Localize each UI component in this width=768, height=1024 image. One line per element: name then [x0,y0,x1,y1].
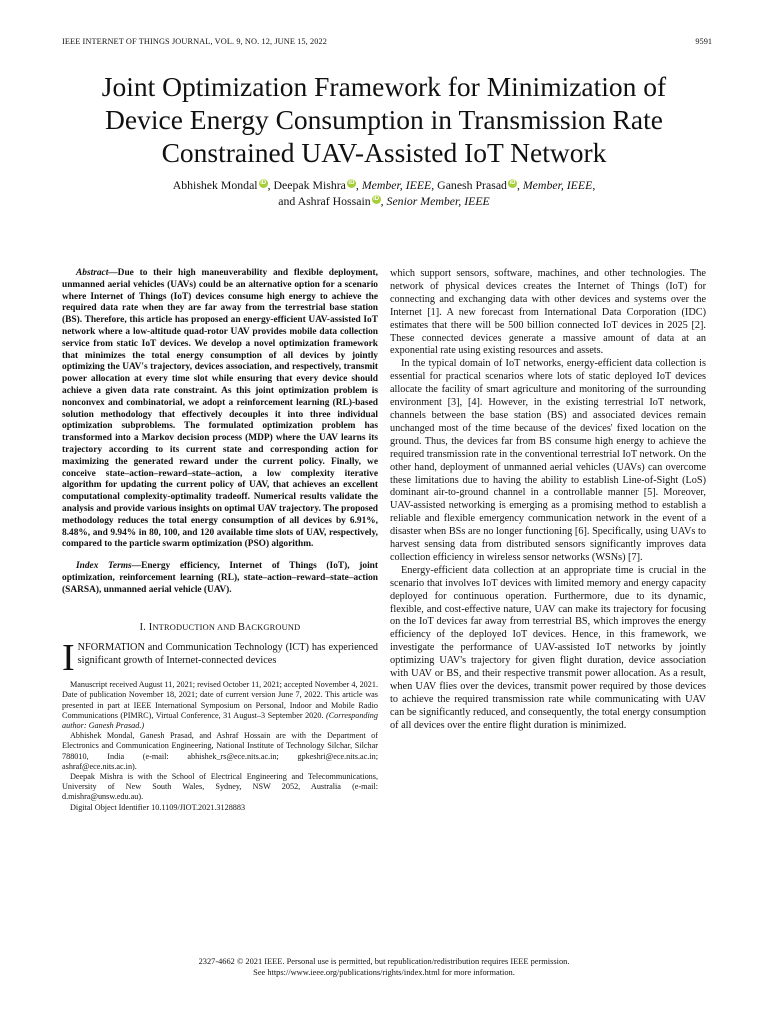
abstract-label: Abstract [76,268,109,278]
copyright-notice [62,956,706,978]
author-name: and Ashraf Hossain [278,194,371,208]
page-number: 9591 [695,37,712,46]
footnote [62,680,378,813]
title-line-2: Device Energy Consumption in Transmission Rate [105,104,663,135]
index-terms-text: —Energy efficiency, Internet of Things (IoT), joint optimization, reinforcement learning (RL), state–action–reward–state–action (SARSA), unmanned aerial vehicle (UAV). [62,561,379,595]
page-header [62,37,712,49]
abstract-text: —Due to their high maneuverability and flexible deployment, unmanned aerial vehicles (UAVs) could be an alternative option for a scenario where Internet of Things (IoT) devices consume high energy to achieve the required data rate when they are far away from the terrestrial base station (BS). Therefore, this article has proposed an energy-efficient UAV-assisted IoT network where a low-altitude quad-rotor UAV provides mobile data collection service from static IoT devices. We develop a novel optimization framework that minimizes the total energy consumption of all devices by jointly optimizing the UAV's trajectory, devices association, and respectively, transmit power allocation at every time slot while ensuring that every device should achieve a given data rate constraint. As this joint optimization problem is nonconvex and combinatorial, we adopt a reinforcement learning (RL)-based solution methodology that effectively decouples it into three individual optimization subproblems. The formulated optimization problem has transformed into a Markov decision process (MDP) where the UAV learns its trajectory according to its current state and corresponding action for maximizing the generated reward under the current policy. Finally, we conceive state–action–reward–state–action, a low complexity iterative algorithm for updating the current policy of UAV, that achieves an excellent computational complexity-optimality tradeoff. Numerical results validate the analysis and provide various insights on optimal UAV trajectory. The proposed methodology reduces the total energy consumption of all devices by 6.91%, 8.48%, and 9.94% in 80, 100, and 120 available time slots of UAV, respectively, compared to the particle swarm optimization (PSO) algorithm. [62,268,378,550]
title-line-3: Constrained UAV-Assisted IoT Network [161,137,607,168]
author-name: Ganesh Prasad [437,178,507,192]
intro-text: NFORMATION and Communication Technology (ICT) has experienced significant growth of Internet-connected devices [77,642,378,667]
index-terms [62,561,378,596]
orcid-icon[interactable]: iD [260,180,267,187]
author-affiliation: Member, IEEE [522,178,593,192]
running-head: IEEE INTERNET OF THINGS JOURNAL, VOL. 9, NO. 12, JUNE 15, 2022 [62,37,328,46]
title-block [40,70,728,209]
copyright-line: See https://www.ieee.org/publications/rights/index.html for more information. [253,968,515,977]
section-heading: I. INTRODUCTION AND BACKGROUND [139,621,301,633]
body-paragraph: Energy-efficient data collection at an appropriate time is crucial in the scenario that involves IoT devices with limited memory and energy capacity deployed for continuous operation. Furthermore, due to its dynamic, flexible, and cost-effective nature, UAV can make its trajectory for focusing on the IoT devices far away from terrestrial BS, which improves the energy efficiency of the deployed IoT devices. Hence, in this framework, we investigate the performance of UAV-assisted IoT networks by jointly optimizing UAV's trajectory for given flight duration, device association with UAV or BS, and their respective transmit power allocation. As a result, when UAV flies over the devices, transmit power required by those devices to achieve the required transmission rate while communicating with UAV can be significantly reduced, and consequently, the total energy consumption of all devices over the entire flight duration is minimized. [390,564,706,731]
copyright-line: 2327-4662 © 2021 IEEE. Personal use is permitted, but republication/redistribution requires IEEE permission. [198,957,570,966]
body-paragraph: which support sensors, software, machines, and other technologies. The network of physical devices creates the Internet of Things (IoT) for connecting and exchanging data with other devices and systems over the Internet [1]. A new forecast from International Data Corporation (IDC) estimates that there will be 500 billion connected IoT devices in 2025 [2]. These connected devices generate a massive amount of data at an exponential rate using existing resources and assets. [390,268,706,357]
footnote-doi: Digital Object Identifier 10.1109/JIOT.2021.3128883 [70,802,246,812]
author-affiliation: Senior Member, IEEE [386,194,490,208]
orcid-icon[interactable]: iD [373,196,380,203]
title-line-1: Joint Optimization Framework for Minimization of [101,71,667,102]
abstract [62,268,378,551]
author-name: Abhishek Mondal [172,178,258,192]
author-name: Deepak Mishra [273,178,346,192]
intro-paragraph [62,637,378,680]
orcid-icon[interactable]: iD [509,180,516,187]
body-paragraph: In the typical domain of IoT networks, energy-efficient data collection is essential for practical scenarios where lots of static deployed IoT devices allocate the facility of smart agriculture and monitoring of the surrounding environment [3], [4]. However, in the existing terrestrial IoT network, channels between the base station (BS) and associated devices remain unchanged most of the time because of the devices' fixed location on the ground. Thus, the devices far from BS consume high energy to achieve the required transmission rate in the conventional terrestrial IoT network. On the other hand, deployment of unmanned aerial vehicles (UAVs) can overcome these limitations due to having the ability to establish Line-of-Sight (LoS) dominant air-to-ground channel in a controllable manner [5]. Moreover, UAV-assisted networking is emerging as a promising method to establish a reliable and flexible emergency communication network in the event of a disaster when BSs are no longer functioning [6]. Specifically, using UAVs to harvest sensing data from distributed sensors significantly improves data collection efficiency in wireless sensor networks (WSNs) [7]. [390,358,706,563]
paper-title [40,70,728,169]
author-affiliation: Member, IEEE [361,178,432,192]
author-list: Abhishek Mondal iD , Deepak Mishra iD , Member, IEEE, Ganesh Prasad iD , Member, IEEE, and Ashraf Hossain iD , Senior Member, IEEE [172,178,596,208]
orcid-icon[interactable]: iD [348,180,355,187]
footnote-manuscript: Manuscript received August 11, 2021; revised October 11, 2021; accepted November 4, 2021. Date of publication November 18, 2021; date of current version June 7, 2022. This article was presented in part at IEEE International Symposium on Personal, Indoor and Mobile Radio Communications (PIMRC), Virtual Conference, 31 August–3 September 2020. (Corresponding author: Ganesh Prasad.) [62,680,378,731]
footnote-affiliation: Deepak Mishra is with the School of Electrical Engineering and Telecommunications, University of New South Wales, Sydney, NSW 2052, Australia (e-mail: d.mishra@unsw.edu.au). [62,772,378,802]
right-column [390,268,706,733]
drop-cap: I [62,637,75,680]
left-column [62,268,378,813]
index-terms-label: Index Terms [76,561,132,572]
footnote-affiliation: Abhishek Mondal, Ganesh Prasad, and Ashraf Hossain are with the Department of Electronics and Communication Engineering, National Institute of Technology Silchar, Silchar 788010, India (e-mail: abhishek_rs@ece.nits.ac.in; gpkeshri@ece.nits.ac.in; ashraf@ece.nits.ac.in). [62,731,378,771]
